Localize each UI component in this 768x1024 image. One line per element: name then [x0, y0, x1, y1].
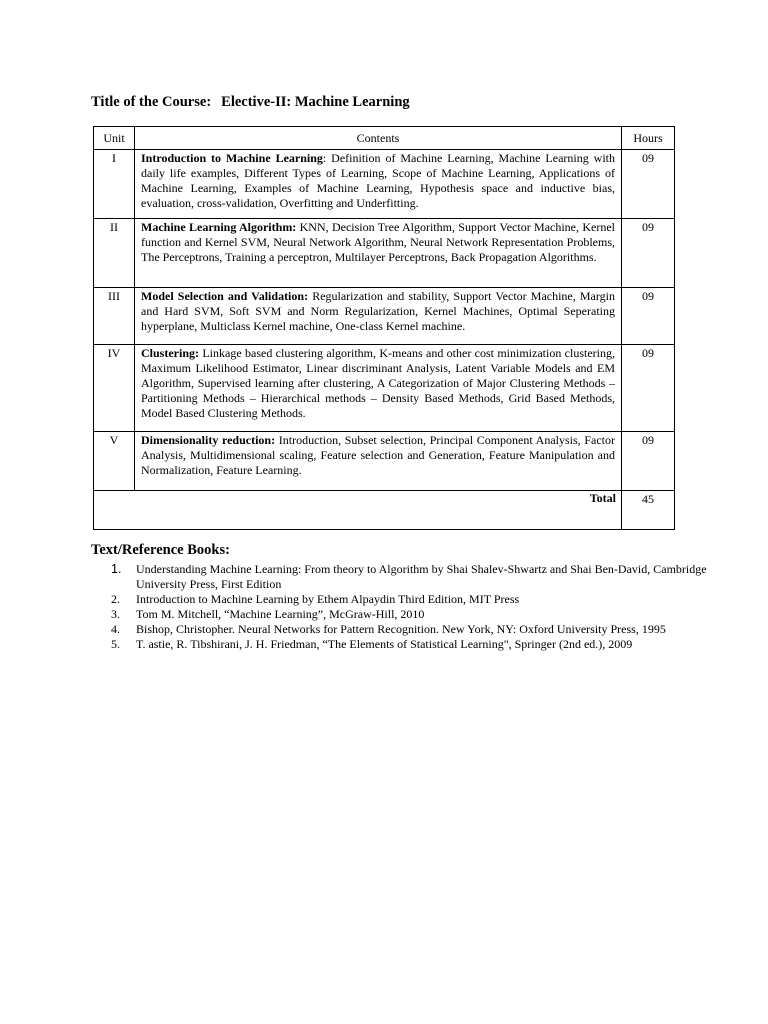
header-hours: Hours [622, 127, 675, 150]
table-row [94, 288, 675, 345]
unit-cell: III [94, 288, 135, 345]
hours-cell: 09 [622, 219, 675, 288]
contents-cell [135, 432, 622, 491]
hours-cell: 09 [622, 150, 675, 219]
unit-cell: V [94, 432, 135, 491]
list-number: 1. [111, 562, 122, 576]
syllabus-table [93, 126, 675, 530]
list-item [103, 562, 743, 592]
list-item [103, 592, 743, 607]
list-item [103, 637, 743, 652]
unit-text: Regularization and stability, Support Vector Machine, Margin and Hard SVM, Soft SVM and Norm Regularization, Kernel Machines, Optimal Seperating hyperplane, Multiclass Kernel machine, One-class Kernel machine. [141, 289, 615, 333]
table-row [94, 432, 675, 491]
list-item [103, 607, 743, 622]
table-row [94, 150, 675, 219]
reference-text: T. astie, R. Tibshirani, J. H. Friedman, “The Elements of Statistical Learning", Springer (2nd ed.), 2009 [136, 637, 633, 651]
unit-text: KNN, Decision Tree Algorithm, Support Vector Machine, Kernel function and Kernel SVM, Neural Network Algorithm, Neural Network Representation Problems, The Perceptrons, Training a perceptron, Multilayer Perceptrons, Back Propagation Algorithms. [141, 220, 615, 264]
table-row [94, 345, 675, 432]
references-heading: Text/Reference Books: [91, 542, 230, 558]
contents-cell [135, 345, 622, 432]
unit-cell: I [94, 150, 135, 219]
list-number: 4. [111, 622, 120, 636]
hours-cell: 09 [622, 432, 675, 491]
list-number: 2. [111, 592, 120, 606]
unit-heading: Machine Learning Algorithm: [141, 220, 297, 234]
unit-heading: Dimensionality reduction: [141, 433, 276, 447]
header-contents: Contents [135, 127, 622, 150]
unit-text: Linkage based clustering algorithm, K-means and other cost minimization clustering, Maximum Likelihood Estimator, Linear discriminant Analysis, Latent Variable Models and EM Algorithm, Supervised learning after clustering, A Categorization of Major Clustering Methods – Partitioning Methods – Hierarchical methods – Density Based Methods, Grid Based Methods, Model Based Clustering Methods. [141, 346, 615, 420]
unit-text: : Definition of Machine Learning, Machine Learning with daily life examples, Different Types of Learning, Scope of Machine Learning, Applications of Machine Learning, Examples of Machine Learning, Hypothesis space and inductive bias, evaluation, cross-validation, Overfitting and Underfitting. [141, 151, 616, 210]
unit-text: Introduction, Subset selection, Principal Component Analysis, Factor Analysis, Multidimensional scaling, Feature selection and Generation, Feature Manipulation and Normalization, Feature Learning. [141, 433, 615, 477]
table-header-row [94, 127, 675, 150]
contents-cell [135, 288, 622, 345]
list-number: 5. [111, 637, 120, 651]
unit-heading: Clustering: [141, 346, 199, 360]
unit-cell: IV [94, 345, 135, 432]
header-unit: Unit [94, 127, 135, 150]
course-title [91, 94, 410, 111]
reference-text: Tom M. Mitchell, “Machine Learning”, McGraw-Hill, 2010 [136, 607, 425, 621]
hours-cell: 09 [622, 345, 675, 432]
references-list [103, 562, 743, 652]
reference-text: Introduction to Machine Learning by Ethem Alpaydin Third Edition, MIT Press [136, 592, 520, 606]
course-title-label: Title of the Course: [91, 94, 212, 110]
table-row [94, 219, 675, 288]
unit-heading: Model Selection and Validation: [141, 289, 309, 303]
reference-text: Understanding Machine Learning: From theory to Algorithm by Shai Shalev-Shwartz and Shai Ben-David, Cambridge University Press, First Edition [136, 562, 707, 591]
list-number: 3. [111, 607, 120, 621]
hours-cell: 09 [622, 288, 675, 345]
course-title-value: Elective-II: Machine Learning [221, 94, 410, 110]
total-value: 45 [622, 491, 675, 530]
unit-cell: II [94, 219, 135, 288]
list-item [103, 622, 743, 637]
contents-cell [135, 219, 622, 288]
total-row [94, 491, 675, 530]
reference-text: Bishop, Christopher. Neural Networks for Pattern Recognition. New York, NY: Oxford University Press, 1995 [136, 622, 666, 636]
total-label: Total [94, 491, 622, 530]
unit-heading: Introduction to Machine Learning [141, 151, 323, 165]
contents-cell [135, 150, 622, 219]
